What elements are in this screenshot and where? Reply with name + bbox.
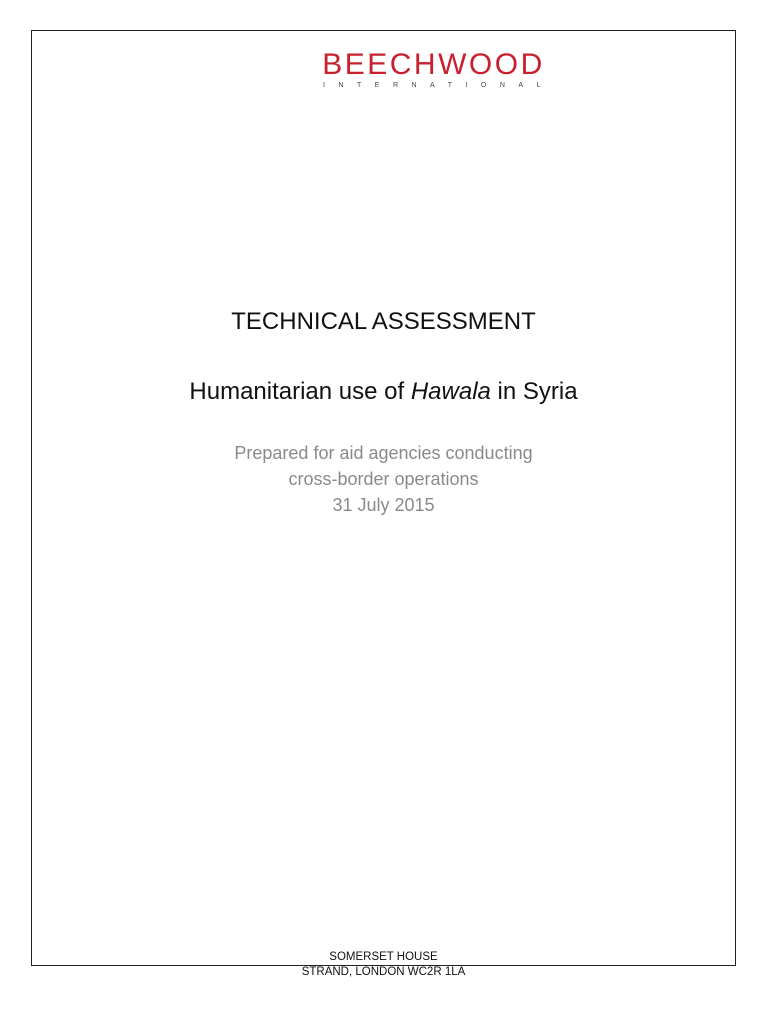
document-subtitle	[32, 378, 735, 406]
address-block	[32, 950, 735, 980]
document-date: 31 July 2015	[332, 495, 435, 515]
logo-tagline: INTERNATIONAL	[323, 82, 554, 89]
logo-wordmark: BEECHWOOD	[322, 48, 545, 81]
document-title: TECHNICAL ASSESSMENT	[231, 308, 536, 335]
subtitle-emphasis: Hawala	[410, 378, 491, 405]
prepared-for-block	[32, 440, 735, 518]
company-logo	[32, 49, 735, 91]
subtitle-suffix: in Syria	[490, 378, 578, 405]
prepared-line-1: Prepared for aid agencies conducting	[234, 443, 533, 463]
address-line-1: SOMERSET HOUSE	[329, 951, 438, 963]
subtitle-prefix: Humanitarian use of	[189, 378, 411, 405]
document-page	[31, 30, 736, 978]
prepared-line-2: cross-border operations	[288, 469, 479, 489]
address-line-2: STRAND, LONDON WC2R 1LA	[301, 966, 466, 978]
